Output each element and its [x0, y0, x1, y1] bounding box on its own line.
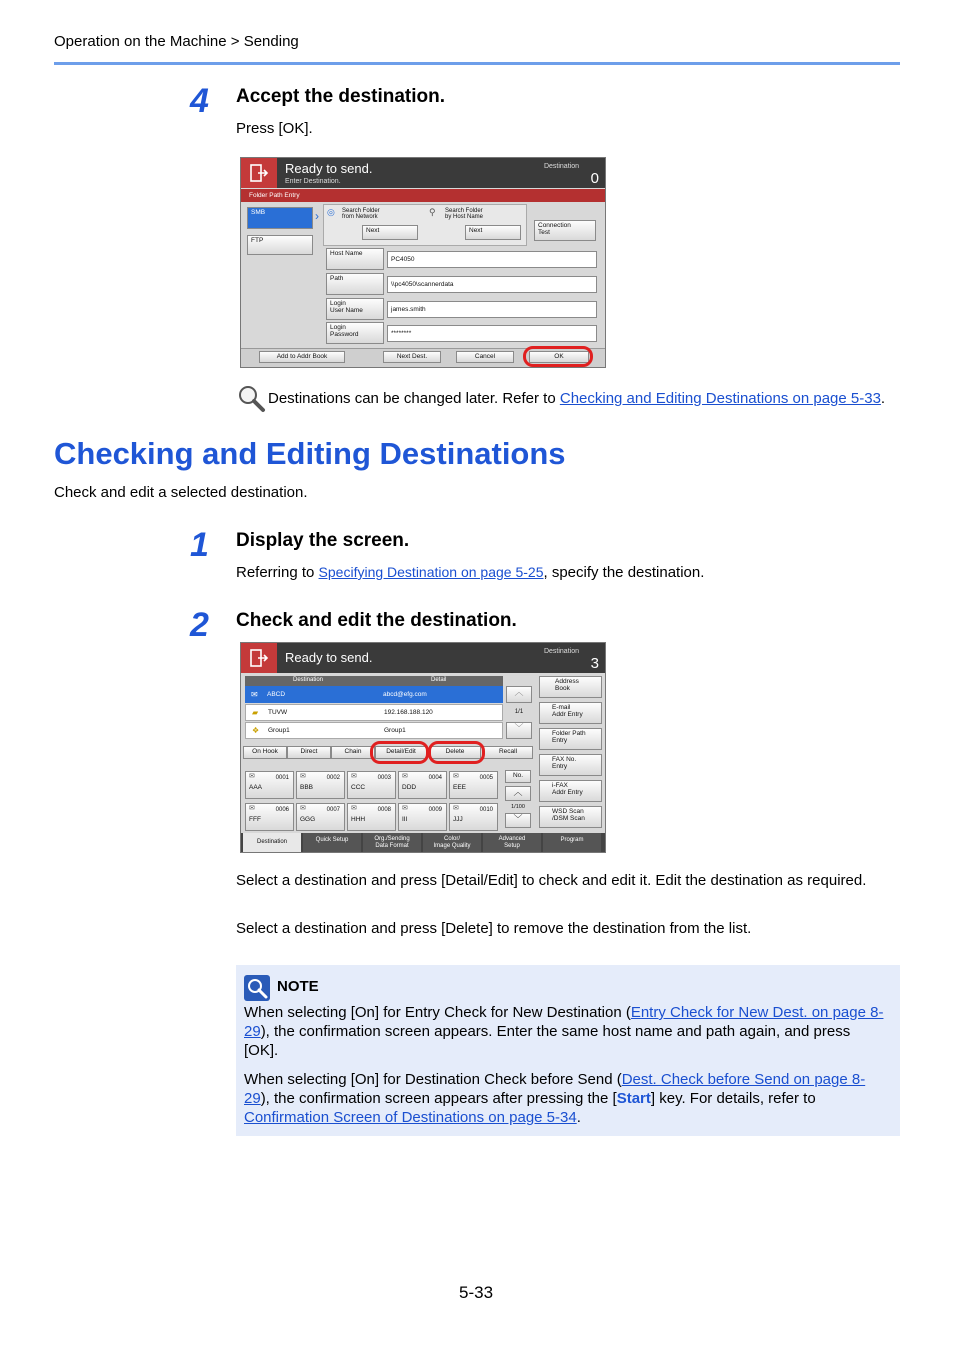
key-scroll-up-button[interactable]: ︿ — [505, 786, 531, 801]
detail-edit-button[interactable]: Detail/Edit — [375, 746, 427, 759]
on-hook-button[interactable]: On Hook — [243, 746, 287, 759]
one-touch-key[interactable] — [245, 771, 294, 799]
login-user-name-field[interactable]: james.smith — [387, 301, 597, 318]
row-name: Group1 — [268, 727, 290, 734]
key-type-icon: ✉ — [300, 773, 306, 780]
tip-text — [268, 389, 885, 408]
tip-link[interactable]: Checking and Editing Destinations on page 5-33 — [559, 390, 881, 407]
col-destination: Destination — [293, 677, 324, 683]
key-number: 0005 — [479, 775, 493, 781]
group-icon: ❖ — [252, 726, 260, 735]
host-name-label: Host Name — [326, 248, 384, 270]
row-name: ABCD — [267, 691, 286, 698]
note-p1-a: When selecting [On] for Entry Check for New Destination ( — [244, 1004, 631, 1021]
status-ready: Ready to send. — [285, 650, 373, 665]
key-type-icon: ✉ — [351, 773, 357, 780]
row-detail: Group1 — [384, 727, 406, 734]
login-password-label: Login Password — [326, 322, 384, 344]
folder-path-entry-button[interactable]: Folder Path Entry — [539, 728, 602, 750]
key-page: 1/100 — [511, 804, 525, 810]
delete-button[interactable]: Delete — [429, 746, 481, 759]
status-ready: Ready to send. — [285, 161, 373, 176]
add-to-addr-book-button[interactable]: Add to Addr Book — [259, 351, 345, 363]
step-4-title: Accept the destination. — [236, 86, 446, 107]
scroll-down-button[interactable]: ﹀ — [506, 722, 532, 739]
wsd-scan-button[interactable]: WSD Scan /DSM Scan — [539, 806, 602, 828]
step-1-number: 1 — [190, 526, 209, 564]
key-type-icon: ✉ — [453, 773, 459, 780]
row-detail: abcd@efg.com — [383, 691, 427, 698]
key-number: 0010 — [479, 807, 493, 813]
key-scroll-down-button[interactable]: ﹀ — [505, 813, 531, 828]
scroll-up-button[interactable]: ︿ — [506, 686, 532, 703]
key-name: CCC — [351, 784, 366, 791]
key-type-icon: ✉ — [249, 773, 255, 780]
confirmation-screen-link[interactable]: Confirmation Screen of Destinations on page 5-34 — [244, 1109, 577, 1126]
folder-icon: ▰ — [252, 708, 259, 717]
recall-button[interactable]: Recall — [483, 746, 533, 759]
tab-quick-setup[interactable]: Quick Setup — [303, 833, 361, 853]
key-number: 0009 — [428, 807, 442, 813]
search-network-label: Search Folder from Network — [342, 208, 380, 220]
highlight-detail-edit-ring — [370, 741, 429, 764]
key-number: 0008 — [377, 807, 391, 813]
tab-destination[interactable]: Destination — [243, 833, 301, 853]
tip-text-end: . — [880, 390, 886, 407]
cancel-button[interactable]: Cancel — [456, 351, 514, 363]
panel-title: Folder Path Entry — [241, 189, 605, 202]
key-name: HHH — [351, 816, 366, 823]
page-number: 5-33 — [459, 1283, 494, 1302]
entry-check-link[interactable]: Entry Check for New Dest. on page 8-29 — [244, 1004, 884, 1040]
tip-magnifier-icon — [236, 383, 266, 418]
number-button[interactable]: No. — [505, 770, 531, 783]
section-intro: Check and edit a selected destination. — [54, 484, 308, 501]
one-touch-key[interactable] — [449, 803, 498, 831]
list-item[interactable] — [245, 704, 503, 721]
step-2-title: Check and edit the destination. — [236, 610, 517, 631]
screen2-topbar — [241, 643, 605, 673]
tab-program[interactable]: Program — [543, 833, 601, 853]
note-p2-b: ), the confirmation screen appears after pressing the [ — [260, 1090, 617, 1107]
key-type-icon: ✉ — [351, 805, 357, 812]
list-header — [245, 676, 503, 686]
step-1-text-before: Referring to — [236, 564, 319, 581]
send-icon — [241, 158, 277, 188]
destination-count: 0 — [590, 170, 599, 187]
magnifier-icon: ⚲ — [429, 207, 436, 217]
host-name-field[interactable]: PC4050 — [387, 251, 597, 268]
key-type-icon: ✉ — [249, 805, 255, 812]
list-item[interactable] — [245, 686, 503, 703]
tab-org-sending[interactable]: Org./Sending Data Format — [363, 833, 421, 853]
envelope-icon: ✉ — [251, 690, 258, 699]
chain-button[interactable]: Chain — [331, 746, 375, 759]
step-2-para-2: Select a destination and press [Delete] to remove the destination from the list. — [236, 920, 752, 937]
one-touch-key[interactable] — [398, 771, 447, 799]
search-network-next-button[interactable]: Next — [362, 225, 418, 240]
row-name: TUVW — [268, 709, 288, 716]
key-name: AAA — [249, 784, 263, 791]
send-icon — [241, 643, 277, 673]
ok-button[interactable]: OK — [529, 351, 589, 363]
start-key-label: Start — [616, 1090, 651, 1107]
key-name: FFF — [249, 816, 261, 823]
one-touch-key[interactable] — [398, 803, 447, 831]
screen-topbar — [241, 158, 605, 188]
one-touch-key[interactable] — [449, 771, 498, 799]
ifax-addr-entry-button[interactable]: i-FAX Addr Entry — [539, 780, 602, 802]
step-1-title: Display the screen. — [236, 530, 410, 551]
tip-text-body: Destinations can be changed later. Refer to — [268, 390, 560, 407]
list-page: 1/1 — [514, 709, 524, 715]
key-number: 0006 — [275, 807, 289, 813]
note-p2-c: ] key. For details, refer to — [650, 1090, 816, 1107]
key-name: GGG — [300, 816, 316, 823]
note-icon — [244, 975, 270, 1001]
status-sub: Enter Destination. — [285, 178, 341, 185]
header-rule — [54, 62, 900, 65]
next-dest-button[interactable]: Next Dest. — [383, 351, 441, 363]
section-title: Checking and Editing Destinations — [54, 436, 566, 471]
key-number: 0002 — [326, 775, 340, 781]
key-type-icon: ✉ — [402, 773, 408, 780]
row-detail: 192.168.188.120 — [384, 709, 433, 716]
breadcrumb: Operation on the Machine > Sending — [54, 33, 299, 50]
key-name: EEE — [453, 784, 467, 791]
note-p1-b: ), the confirmation screen appears. Enter the same host name and path again, and press [OK]. — [244, 1023, 851, 1059]
one-touch-key[interactable] — [347, 771, 396, 799]
key-number: 0001 — [275, 775, 289, 781]
key-name: DDD — [402, 784, 417, 791]
folder-path-entry-screen — [240, 157, 606, 368]
address-book-button[interactable]: Address Book — [539, 676, 602, 698]
one-touch-key[interactable] — [347, 803, 396, 831]
note-label: NOTE — [277, 978, 319, 995]
connection-test-button[interactable]: Connection Test — [534, 220, 596, 241]
specifying-destination-link[interactable]: Specifying Destination on page 5-25 — [318, 564, 544, 580]
tab-color-image[interactable]: Color/ Image Quality — [423, 833, 481, 853]
login-user-name-label: Login User Name — [326, 298, 384, 320]
destination-label: Destination — [543, 163, 579, 170]
dest-check-link[interactable]: Dest. Check before Send on page 8-29 — [244, 1071, 866, 1107]
key-name: III — [402, 816, 408, 823]
note-box — [236, 965, 900, 1136]
step-4-number: 4 — [190, 82, 209, 120]
tab-smb[interactable]: SMB — [247, 207, 313, 229]
step-1-text-after: , specify the destination. — [543, 564, 705, 581]
note-p2-a: When selecting [On] for Destination Check before Send ( — [244, 1071, 622, 1088]
login-password-field[interactable]: ******** — [387, 325, 597, 342]
chevron-right-icon: › — [315, 209, 319, 223]
list-item[interactable] — [245, 722, 503, 739]
step-4-instruction: Press [OK]. — [236, 120, 313, 137]
key-number: 0003 — [377, 775, 391, 781]
tab-ftp[interactable]: FTP — [247, 235, 313, 255]
step-1-text — [236, 563, 704, 582]
fax-no-entry-button[interactable]: FAX No. Entry — [539, 754, 602, 776]
network-icon: ◎ — [327, 207, 335, 217]
note-paragraph-1 — [244, 1003, 884, 1060]
email-addr-entry-button[interactable]: E-mail Addr Entry — [539, 702, 602, 724]
one-touch-key[interactable] — [245, 803, 294, 831]
one-touch-key[interactable] — [296, 803, 345, 831]
step-2-number: 2 — [190, 606, 209, 644]
note-p2-d: . — [576, 1109, 581, 1126]
tab-advanced-setup[interactable]: Advanced Setup — [483, 833, 541, 853]
highlight-ok-ring — [523, 346, 593, 367]
key-name: JJJ — [453, 816, 463, 823]
destination-list-screen — [240, 642, 606, 853]
key-name: BBB — [300, 784, 314, 791]
direct-button[interactable]: Direct — [287, 746, 331, 759]
destination-count: 3 — [590, 655, 599, 672]
key-type-icon: ✉ — [300, 805, 306, 812]
highlight-delete-ring — [428, 741, 485, 764]
col-detail: Detail — [431, 677, 447, 683]
step-2-para-1: Select a destination and press [Detail/Edit] to check and edit it. Edit the destination as required. — [236, 872, 867, 889]
path-label: Path — [326, 273, 384, 295]
search-host-next-button[interactable]: Next — [465, 225, 521, 240]
path-field[interactable]: \\pc4050\scannerdata — [387, 276, 597, 293]
note-paragraph-2 — [244, 1070, 884, 1127]
key-type-icon: ✉ — [453, 805, 459, 812]
key-number: 0004 — [428, 775, 442, 781]
one-touch-key[interactable] — [296, 771, 345, 799]
key-type-icon: ✉ — [402, 805, 408, 812]
key-number: 0007 — [326, 807, 340, 813]
search-host-label: Search Folder by Host Name — [445, 208, 484, 220]
destination-label: Destination — [543, 648, 579, 655]
